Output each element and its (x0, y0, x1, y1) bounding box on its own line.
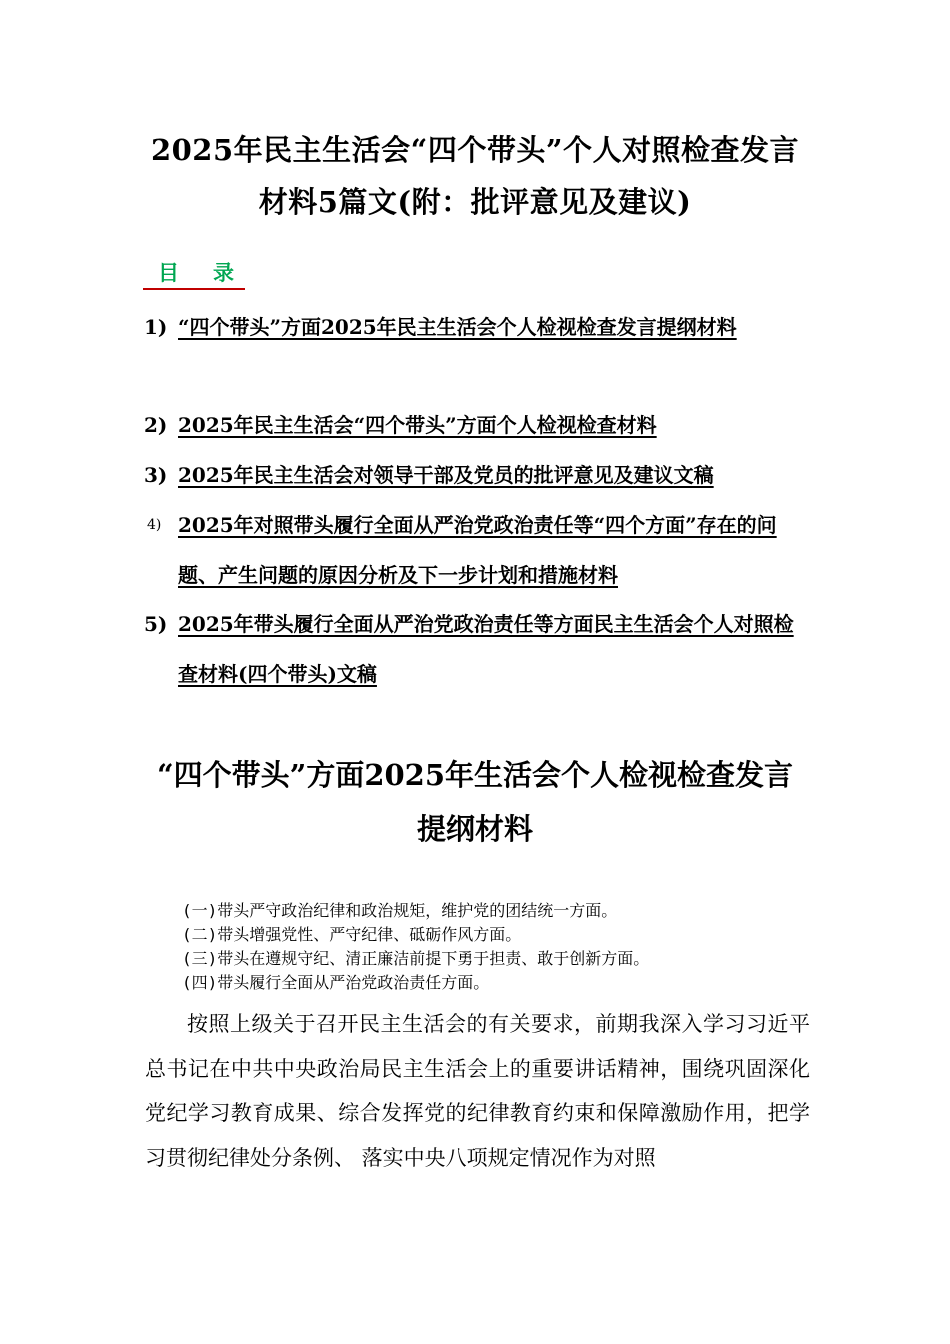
toc-item-number: 5) (144, 612, 168, 636)
point-item: (二)带头增强党性、严守纪律、砥砺作风方面。 (182, 925, 522, 944)
toc-item-link[interactable]: 2025年对照带头履行全面从严治党政治责任等“四个方面”存在的问题、产生问题的原因分析及下一步计划和措施材料 (178, 513, 777, 587)
body-paragraph: 按照上级关于召开民主生活会的有关要求，前期我深入学习习近平总书记在中共中央政治局民主生活会上的重要讲话精神，围绕巩固深化党纪学习教育成果、综合发挥党的纪律教育约束和保障激励作用，把学习贯彻纪律处分条例、 落实中央八项规定情况作为对照 (145, 1012, 810, 1170)
toc-item-number: 3) (144, 463, 168, 487)
toc-heading-char-1: 目 (158, 260, 179, 285)
document-title-line-1: 2025年民主生活会“四个带头”个人对照检查发言 (150, 133, 800, 167)
section-title-line-1: “四个带头”方面2025年生活会个人检视检查发言 (156, 758, 794, 792)
toc-item-link[interactable]: 2025年民主生活会“四个带头”方面个人检视检查材料 (178, 413, 657, 437)
toc-item-link[interactable]: 2025年民主生活会对领导干部及党员的批评意见及建议文稿 (178, 463, 714, 487)
document-title-line-2: 材料5篇文(附：批评意见及建议) (258, 185, 692, 219)
point-item: (四)带头履行全面从严治党政治责任方面。 (182, 973, 490, 992)
section-title-line-2: 提纲材料 (416, 812, 533, 846)
toc-heading-char-2: 录 (213, 260, 234, 285)
toc-item-number: 2) (144, 413, 168, 437)
toc-item-link[interactable]: 2025年带头履行全面从严治党政治责任等方面民主生活会个人对照检查材料(四个带头)文稿 (178, 612, 794, 686)
toc-item-link[interactable]: “四个带头”方面2025年民主生活会个人检视检查发言提纲材料 (178, 315, 737, 339)
point-item: (三)带头在遵规守纪、清正廉洁前提下勇于担责、敢于创新方面。 (182, 949, 650, 968)
toc-item-number: 4) (147, 517, 162, 533)
toc-heading (143, 258, 245, 290)
point-item: (一)带头严守政治纪律和政治规矩，维护党的团结统一方面。 (182, 901, 618, 920)
toc-item-number: 1) (144, 315, 168, 339)
